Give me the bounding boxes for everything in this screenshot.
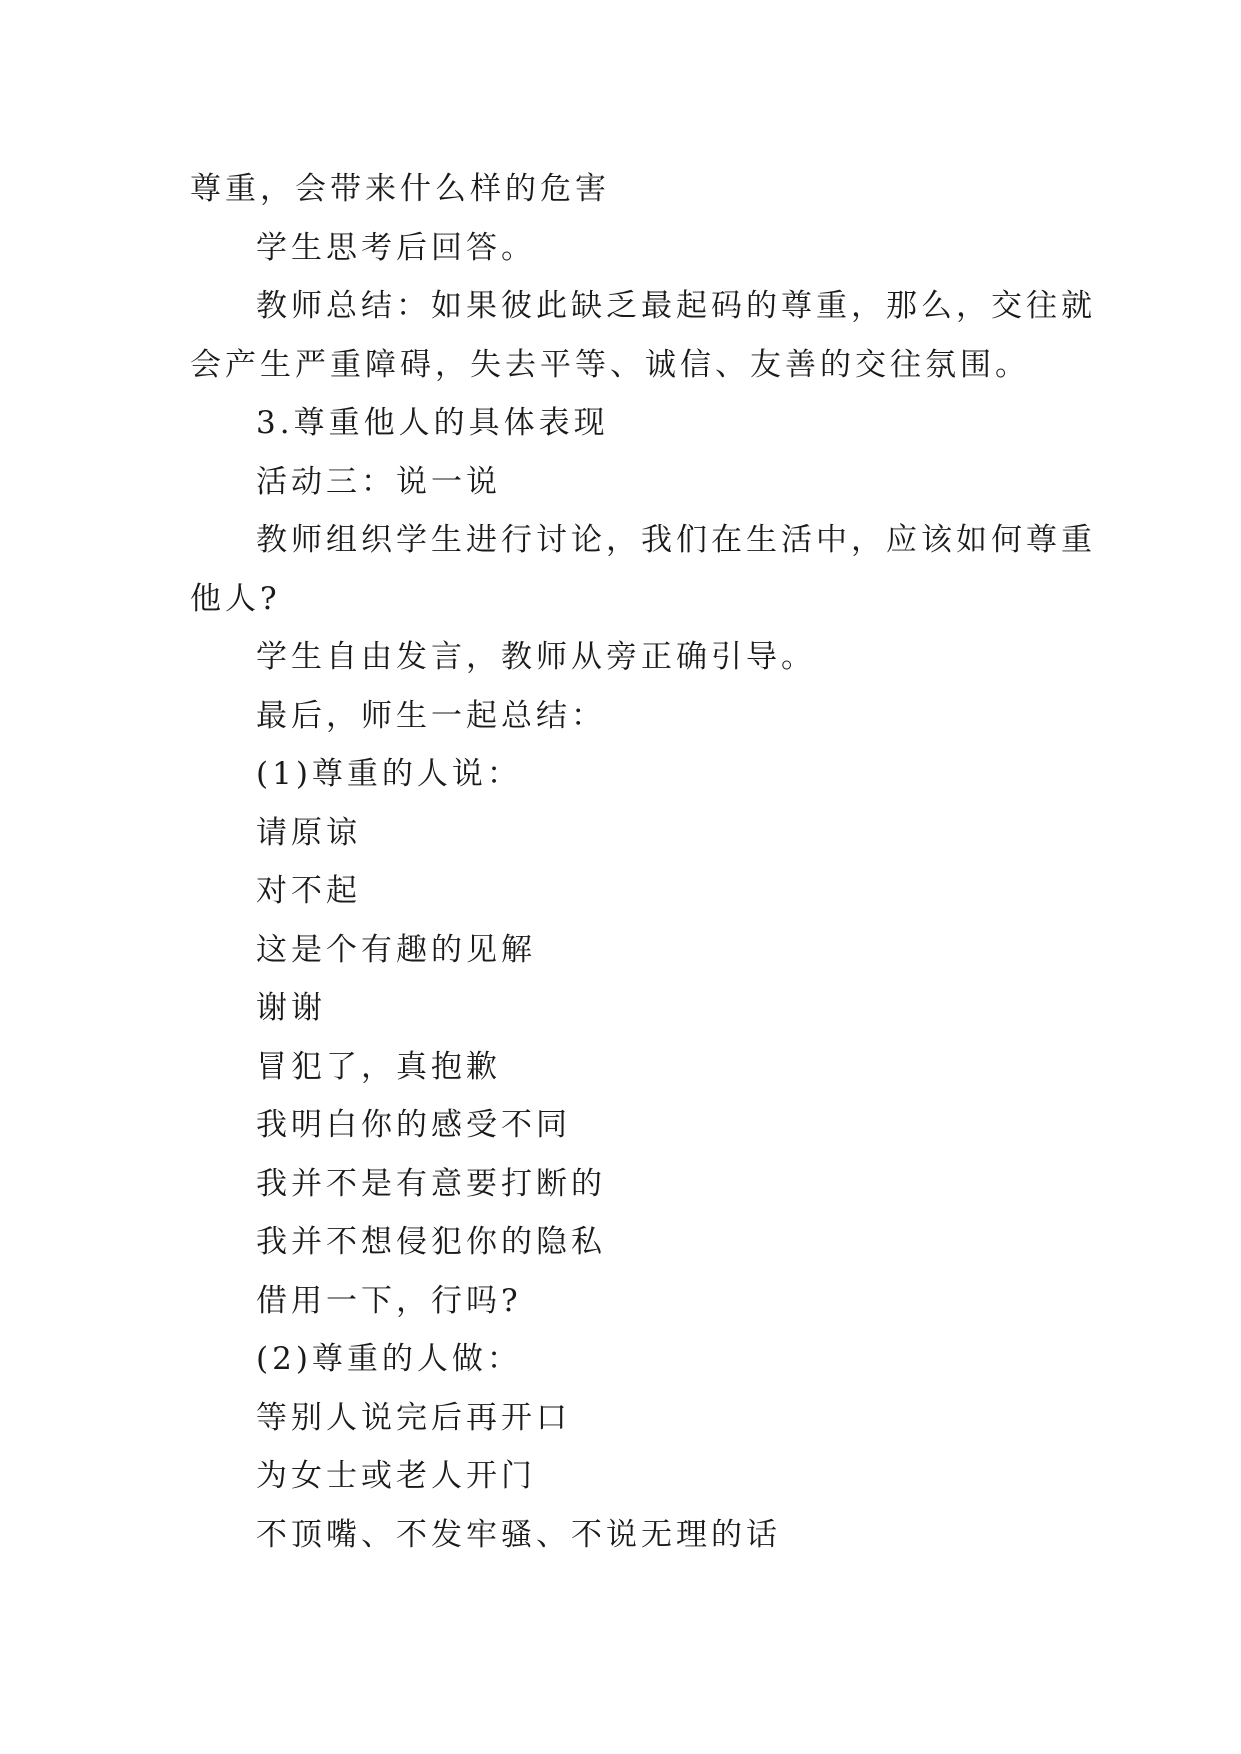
list-item: 谢谢 bbox=[256, 990, 326, 1026]
activity-heading: 活动三：说一说 bbox=[256, 463, 501, 500]
section-heading: 3.尊重他人的具体表现 bbox=[256, 405, 609, 441]
paragraph-line: 最后，师生一起总结： bbox=[256, 697, 606, 734]
paragraph-line: 教师总结：如果彼此缺乏最起码的尊重，那么，交往就 bbox=[256, 288, 1096, 324]
list-heading: (2)尊重的人做： bbox=[256, 1341, 522, 1377]
list-item: 我明白你的感受不同 bbox=[256, 1107, 571, 1143]
list-item: 等别人说完后再开口 bbox=[256, 1399, 571, 1436]
document-body bbox=[190, 160, 1096, 1564]
list-item: 这是个有趣的见解 bbox=[256, 931, 536, 968]
paragraph-line: 尊重，会带来什么样的危害 bbox=[190, 171, 610, 207]
list-item: 对不起 bbox=[256, 873, 361, 909]
paragraph-line: 教师组织学生进行讨论，我们在生活中，应该如何尊重 bbox=[256, 522, 1096, 558]
paragraph-line: 他人? bbox=[190, 580, 281, 617]
list-item: 我并不是有意要打断的 bbox=[256, 1165, 606, 1202]
paragraph-line: 学生思考后回答。 bbox=[256, 229, 536, 266]
list-heading: (1)尊重的人说： bbox=[256, 756, 522, 792]
list-item: 冒犯了，真抱歉 bbox=[256, 1048, 501, 1085]
paragraph-line: 会产生严重障碍，失去平等、诚信、友善的交往氛围。 bbox=[190, 346, 1030, 383]
list-item: 借用一下，行吗? bbox=[256, 1282, 522, 1319]
list-item: 不顶嘴、不发牢骚、不说无理的话 bbox=[256, 1516, 781, 1553]
list-item: 我并不想侵犯你的隐私 bbox=[256, 1224, 606, 1260]
list-item: 请原谅 bbox=[256, 814, 361, 851]
list-item: 为女士或老人开门 bbox=[256, 1458, 536, 1494]
paragraph-line: 学生自由发言，教师从旁正确引导。 bbox=[256, 639, 816, 675]
